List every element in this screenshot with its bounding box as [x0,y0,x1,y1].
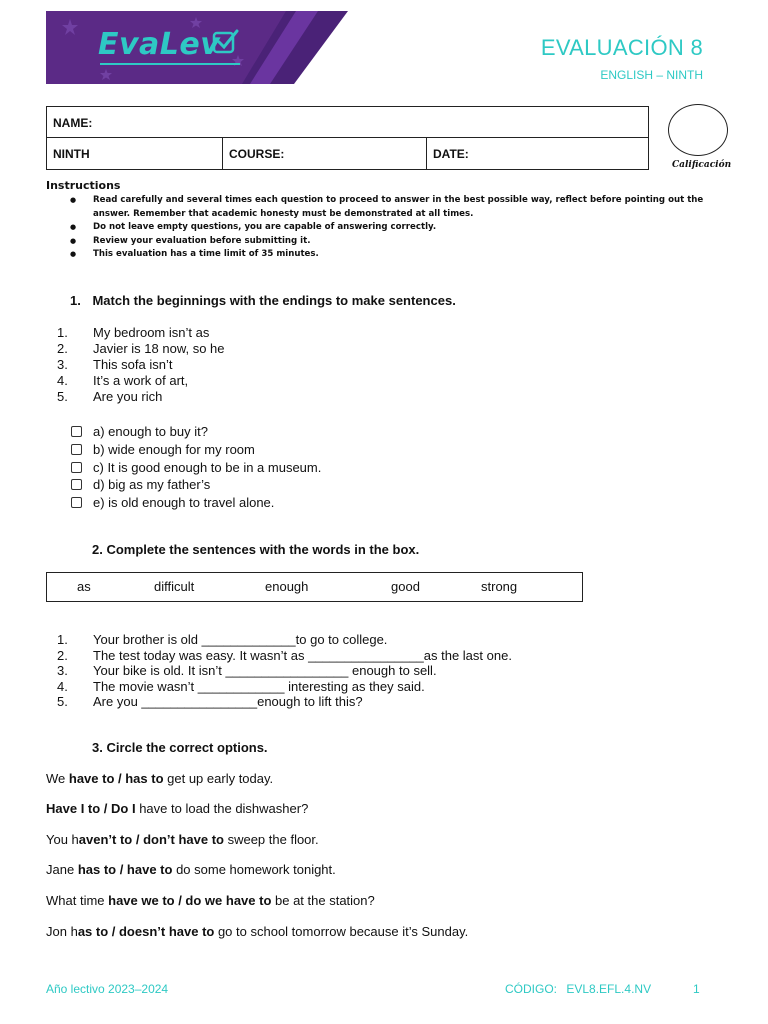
section1-heading [70,293,456,308]
word-item: difficult [154,579,195,594]
list-item: 5. Are you rich [57,389,163,404]
beginnings-list [57,325,225,405]
instructions-title: Instructions [46,179,121,192]
footer-year: Año lectivo 2023–2024 [46,982,169,996]
list-item: 4. It’s a work of art, [57,373,189,388]
instructions-list [70,194,710,262]
course-cell[interactable] [223,138,427,169]
ending-option[interactable]: a) enough to buy it? [71,423,321,441]
circle-option-line: You haven’t to / don’t have to sweep the floor. [46,832,319,847]
word-item: strong [481,579,518,594]
list-item: 3. This sofa isn’t [57,357,173,372]
word-item: good [391,579,420,594]
completion-list [57,632,512,710]
footer-code [505,982,651,996]
endings-list [71,423,321,512]
grade-label: NINTH [53,147,90,161]
ending-option[interactable]: e) is old enough to travel alone. [71,494,321,512]
course-label: COURSE: [229,147,285,161]
circle-choice[interactable]: aven’t to / don’t have to [78,832,224,847]
ending-option[interactable]: d) big as my father’s [71,476,321,494]
section1-heading-text: Match the beginnings with the endings to make sentences. [92,293,456,308]
circle-choice[interactable]: have to / has to [68,771,164,786]
word-item: enough [265,579,309,594]
evaluation-title: EVALUACIÓN 8 [540,35,703,60]
checkbox-icon[interactable] [71,462,82,473]
date-cell[interactable] [427,138,648,169]
list-item: 1. Your brother is old _____________to go to college. [57,632,388,647]
list-item: 5. Are you ________________enough to lift this? [57,694,363,710]
word-item: as [77,579,91,594]
circle-option-line: Jon has to / doesn’t have to go to school tomorrow because it’s Sunday. [46,924,469,939]
section2-heading: 2. Complete the sentences with the words in the box. [92,542,420,557]
name-row[interactable] [47,107,648,138]
circle-option-line: What time have we to / do we have to be at the station? [46,893,375,908]
checkbox-icon[interactable] [71,444,82,455]
page-number: 1 [693,982,700,996]
ending-option[interactable]: b) wide enough for my room [71,441,321,459]
section1-number: 1. [70,293,81,308]
circle-choice[interactable]: have we to / do we have to [108,893,272,908]
grade-cell [47,138,223,169]
evaluation-subtitle: ENGLISH – NINTH [600,68,703,82]
instruction-item: ● This evaluation has a time limit of 35 minutes. [70,248,710,262]
checkbox-logo-icon [211,28,239,56]
student-info-table [46,106,649,170]
logo-underline [100,63,240,65]
score-circle [668,104,728,156]
circle-choice[interactable]: as to / doesn’t have to [77,924,215,939]
circle-option-line: Have I to / Do I have to load the dishwasher? [46,801,309,816]
word-box [46,572,583,602]
logo-text: EvaLev [98,27,221,62]
date-label: DATE: [433,147,469,161]
checkbox-icon[interactable] [71,497,82,508]
footer-code-value: EVL8.EFL.4.NV [566,982,652,996]
instruction-item: ● Do not leave empty questions, you are capable of answering correctly. [70,221,710,235]
checkbox-icon[interactable] [71,479,82,490]
list-item: 1. My bedroom isn’t as [57,325,210,340]
list-item: 3. Your bike is old. It isn’t _________________ enough to sell. [57,663,437,679]
name-label: NAME: [53,116,93,130]
circle-choice[interactable]: has to / have to [77,862,173,877]
score-label: Calificación [672,160,732,170]
list-item: 2. The test today was easy. It wasn’t as ________________as the last one. [57,647,512,663]
list-item: 4. The movie wasn’t ____________ interesting as they said. [57,678,425,694]
checkbox-icon[interactable] [71,426,82,437]
list-item: 2. Javier is 18 now, so he [57,341,225,356]
circle-choice[interactable]: Have I to / Do I [46,801,136,816]
ending-option[interactable]: c) It is good enough to be in a museum. [71,459,321,477]
instruction-item: ● Review your evaluation before submitting it. [70,235,710,249]
circle-option-line: We have to / has to get up early today. [46,771,274,786]
footer-code-label: CÓDIGO: [505,982,558,996]
instruction-item: ● Read carefully and several times each question to proceed to answer in the best possible way, reflect before pointing out the answer. Remember that academic honesty must be demonstrated at all times. [70,194,710,221]
circle-option-line: Jane has to / have to do some homework tonight. [46,862,336,877]
section3-heading: 3. Circle the correct options. [92,740,268,755]
